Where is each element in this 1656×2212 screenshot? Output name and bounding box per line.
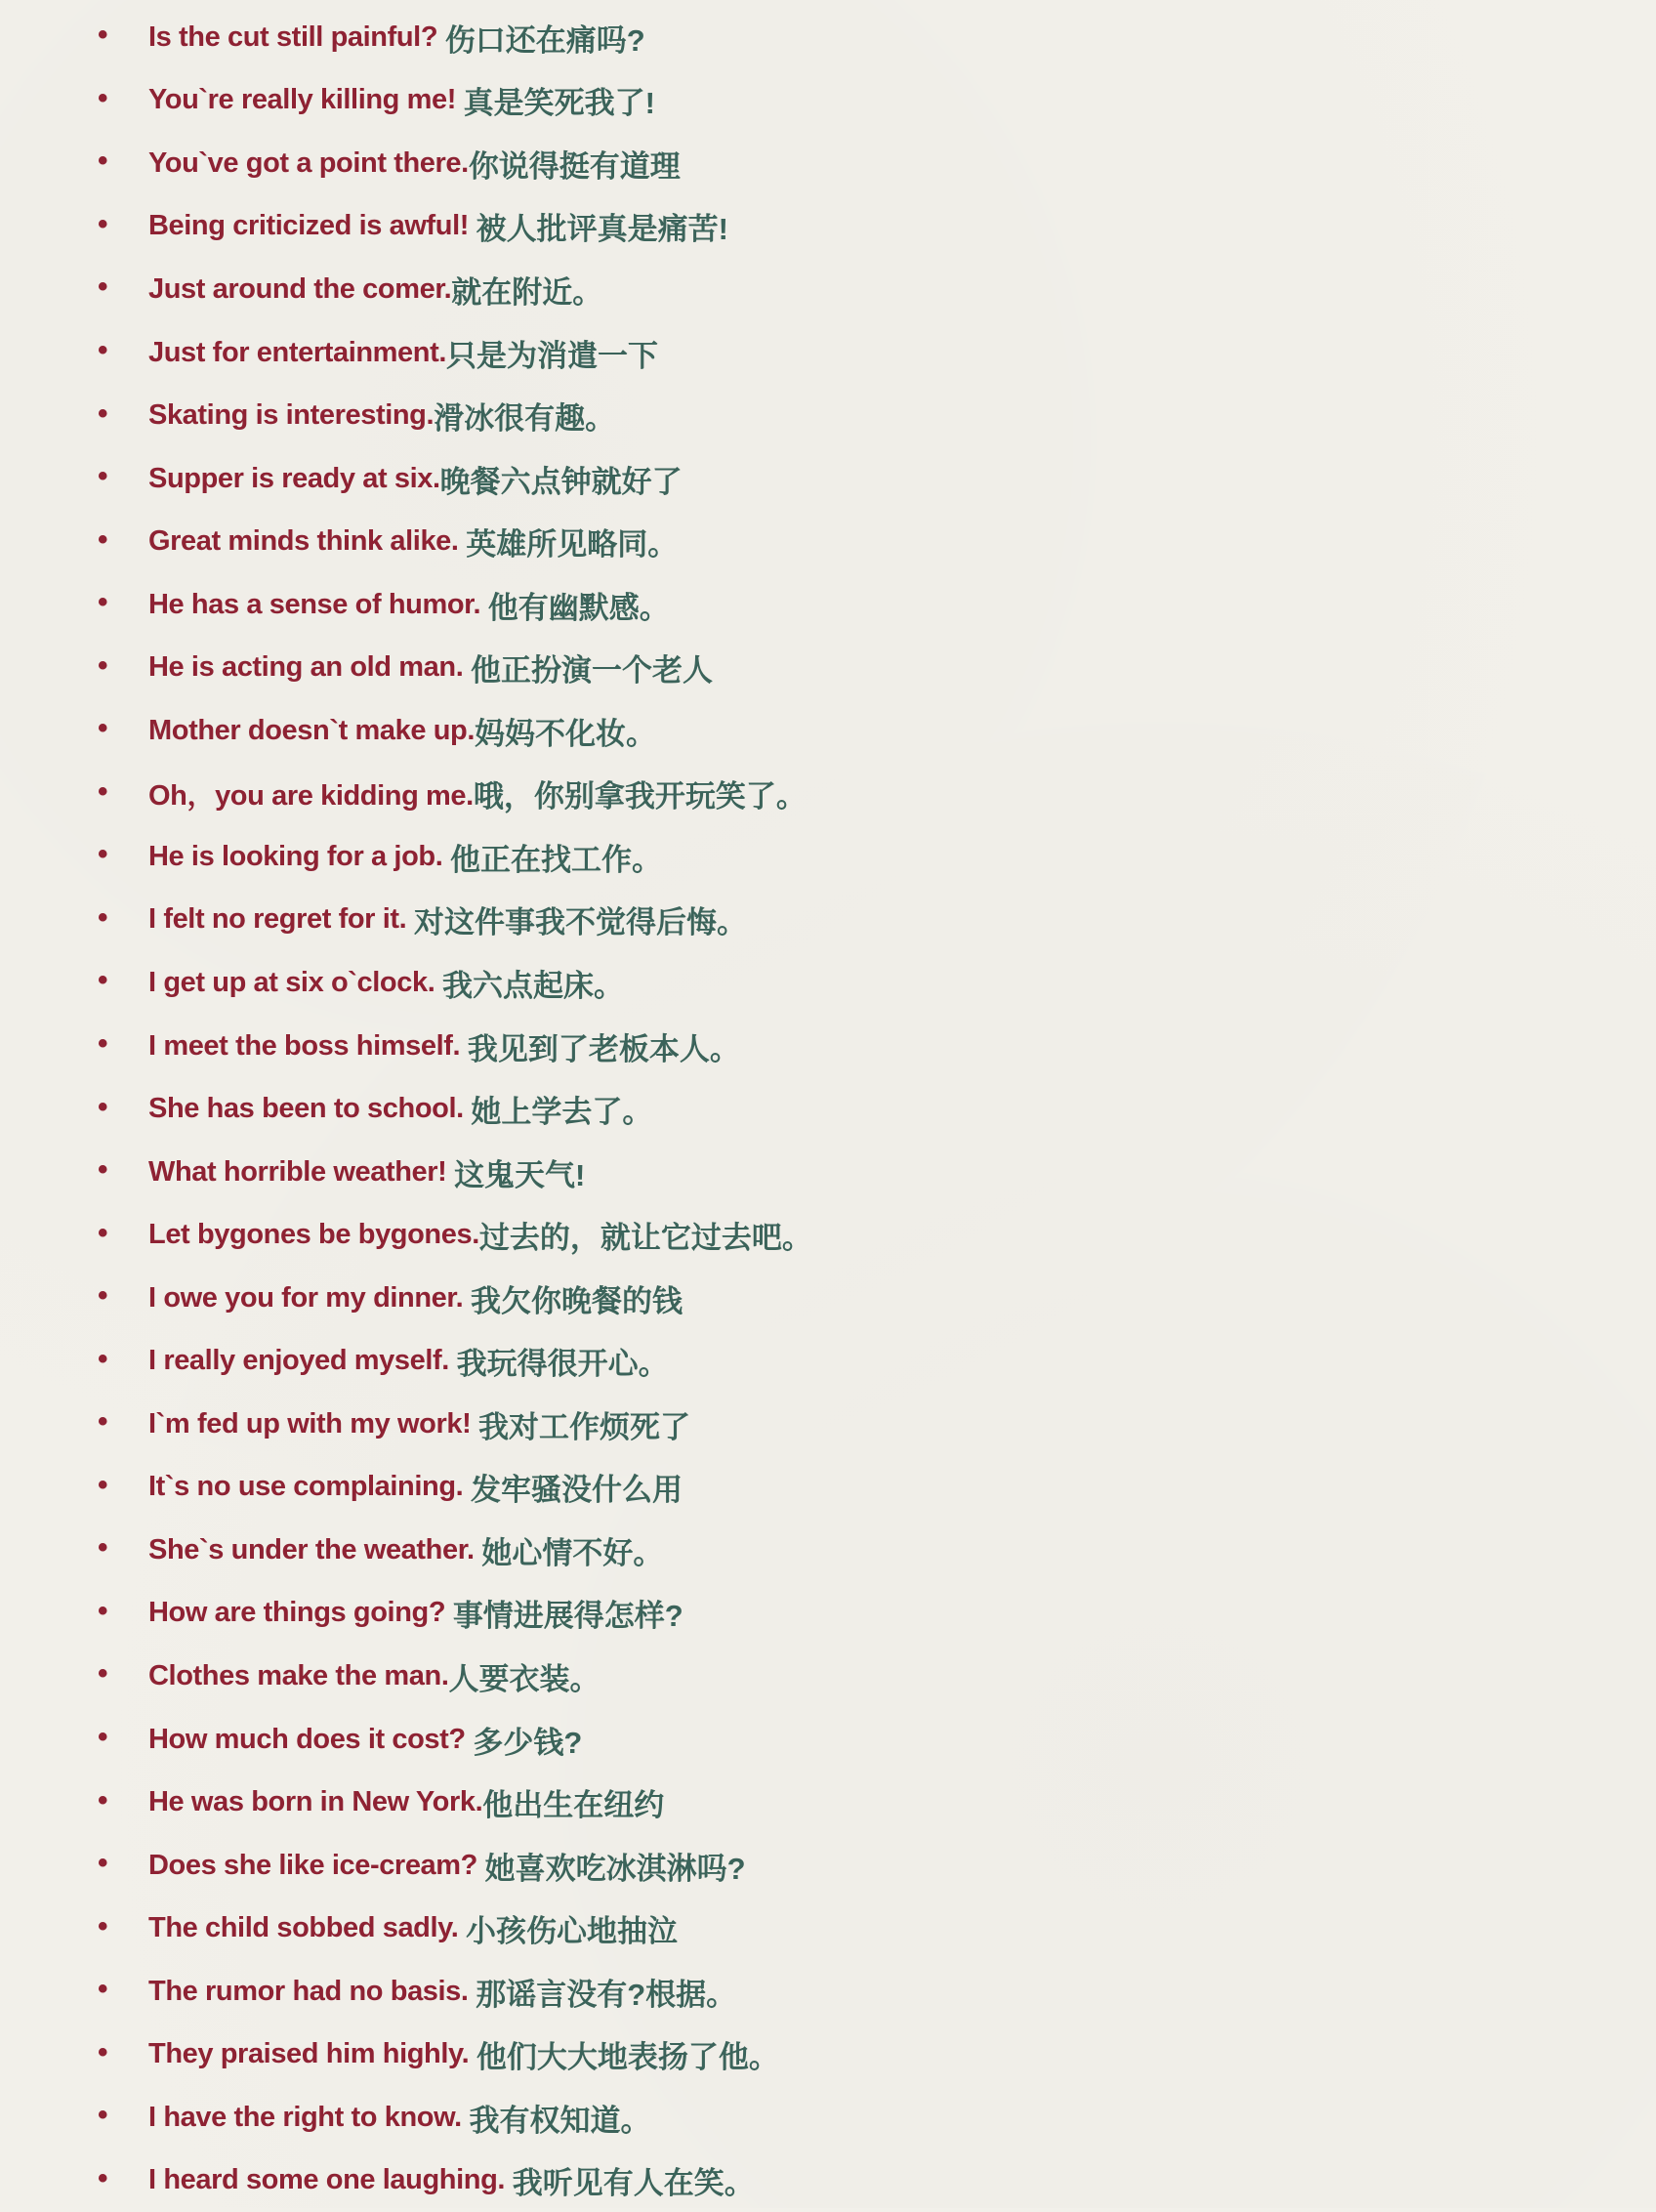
english-phrase: He is looking for a job. (148, 840, 451, 872)
chinese-translation: 那谣言没有?根据。 (476, 1977, 737, 2012)
list-item (98, 1393, 1636, 1456)
list-item (98, 763, 1636, 826)
chinese-translation: 人要衣装。 (448, 1661, 600, 1696)
chinese-translation: 她上学去了。 (471, 1095, 653, 1130)
english-phrase: You`ve got a point there. (148, 146, 469, 179)
english-phrase: You`re really killing me! (148, 84, 464, 116)
list-item (98, 1329, 1636, 1393)
english-phrase: Is the cut still painful? (148, 21, 445, 53)
bullet-icon: • (98, 334, 108, 366)
english-phrase: I really enjoyed myself. (148, 1345, 457, 1377)
english-phrase: They praised him highly. (148, 2038, 476, 2070)
chinese-translation: 伤口还在痛吗? (444, 22, 645, 58)
list-item (98, 1077, 1636, 1141)
chinese-translation: 英雄所见略同。 (466, 527, 679, 563)
bullet-icon: • (98, 1657, 108, 1690)
english-phrase: She has been to school. (148, 1093, 472, 1125)
bullet-icon: • (98, 1783, 108, 1816)
bullet-icon: • (98, 586, 108, 619)
chinese-translation: 多少钱? (473, 1725, 583, 1760)
list-item (98, 1519, 1636, 1582)
list-item (98, 1960, 1636, 2024)
phrase-list (0, 6, 1656, 2212)
list-item (98, 1456, 1636, 1520)
bullet-icon: • (98, 712, 108, 745)
chinese-translation: 只是为消遣一下 (446, 338, 659, 373)
english-phrase: How much does it cost? (148, 1723, 474, 1755)
list-item (98, 1141, 1636, 1204)
bullet-icon: • (98, 1027, 108, 1061)
list-item (98, 69, 1636, 133)
chinese-translation: 被人批评真是痛苦! (476, 212, 728, 247)
list-item (98, 2086, 1636, 2149)
bullet-icon: • (98, 522, 108, 556)
english-phrase: Clothes make the man. (148, 1659, 449, 1691)
list-item (98, 1645, 1636, 1708)
bullet-icon: • (98, 1909, 108, 1942)
english-phrase: He has a sense of humor. (148, 588, 488, 620)
english-phrase: What horrible weather! (148, 1155, 455, 1188)
bullet-icon: • (98, 838, 108, 871)
list-item (98, 510, 1636, 573)
list-item (98, 321, 1636, 385)
list-item (98, 1834, 1636, 1898)
bullet-icon: • (98, 81, 108, 114)
chinese-translation: 他正在找工作。 (450, 842, 663, 877)
bullet-icon: • (98, 2161, 108, 2194)
english-phrase: Supper is ready at six. (148, 462, 440, 494)
bullet-icon: • (98, 774, 108, 808)
list-item (98, 258, 1636, 321)
bullet-icon: • (98, 207, 108, 240)
english-phrase: He was born in New York. (148, 1786, 483, 1818)
english-phrase: The child sobbed sadly. (148, 1912, 467, 1944)
list-item (98, 1015, 1636, 1078)
list-item (98, 636, 1636, 699)
chinese-translation: 我欠你晚餐的钱 (471, 1283, 683, 1318)
list-item (98, 195, 1636, 259)
english-phrase: Mother doesn`t make up. (148, 714, 475, 746)
bullet-icon: • (98, 648, 108, 682)
bullet-icon: • (98, 1973, 108, 2006)
english-phrase: She`s under the weather. (148, 1533, 482, 1565)
bullet-icon: • (98, 1153, 108, 1187)
bullet-icon: • (98, 1721, 108, 1754)
chinese-translation: 我听见有人在笑。 (512, 2166, 755, 2201)
chinese-translation: 他出生在纽约 (482, 1788, 665, 1823)
chinese-translation: 她喜欢吃冰淇淋吗? (484, 1851, 746, 1886)
chinese-translation: 他们大大地表扬了他。 (476, 2040, 779, 2075)
bullet-icon: • (98, 460, 108, 493)
english-phrase: He is acting an old man. (148, 651, 472, 684)
chinese-translation: 就在附近。 (451, 274, 603, 310)
chinese-translation: 你说得挺有道理 (468, 148, 681, 184)
bullet-icon: • (98, 271, 108, 304)
bullet-icon: • (98, 1405, 108, 1439)
bullet-icon: • (98, 964, 108, 997)
list-item (98, 889, 1636, 952)
list-item (98, 1771, 1636, 1834)
english-phrase: Let bygones be bygones. (148, 1219, 479, 1251)
list-item (98, 825, 1636, 889)
chinese-translation: 妈妈不化妆。 (475, 716, 656, 751)
list-item (98, 132, 1636, 195)
english-phrase: Just for entertainment. (148, 336, 447, 368)
chinese-translation: 真是笑死我了! (463, 86, 655, 121)
bullet-icon: • (98, 1090, 108, 1123)
english-phrase: I meet the boss himself. (148, 1029, 468, 1062)
bullet-icon: • (98, 1279, 108, 1313)
chinese-translation: 他有幽默感。 (487, 590, 670, 625)
bullet-icon: • (98, 19, 108, 52)
list-item (98, 2024, 1636, 2087)
english-phrase: I heard some one laughing. (148, 2164, 513, 2196)
english-phrase: I felt no regret for it. (148, 903, 414, 936)
list-item (98, 6, 1636, 69)
bullet-icon: • (98, 1216, 108, 1249)
english-phrase: The rumor had no basis. (148, 1975, 476, 2007)
list-item (98, 573, 1636, 637)
english-phrase: I have the right to know. (148, 2101, 470, 2133)
english-phrase: I`m fed up with my work! (148, 1407, 479, 1440)
chinese-translation: 事情进展得怎样? (452, 1599, 683, 1634)
chinese-translation: 滑冰很有趣。 (434, 401, 616, 437)
chinese-translation: 她心情不好。 (481, 1535, 664, 1570)
chinese-translation: 这鬼天气! (454, 1157, 586, 1192)
bullet-icon: • (98, 900, 108, 934)
english-phrase: It`s no use complaining. (148, 1471, 471, 1503)
chinese-translation: 我有权知道。 (469, 2103, 651, 2138)
english-phrase: Oh，you are kidding me. (148, 780, 474, 813)
bullet-icon: • (98, 1847, 108, 1880)
english-phrase: I get up at six o`clock. (148, 966, 443, 998)
bullet-icon: • (98, 2099, 108, 2132)
chinese-translation: 发牢骚没什么用 (470, 1473, 683, 1508)
chinese-translation: 他正扮演一个老人 (471, 653, 714, 689)
english-phrase: Great minds think alike. (148, 525, 467, 558)
list-item (98, 2149, 1636, 2212)
english-phrase: I owe you for my dinner. (148, 1281, 471, 1314)
chinese-translation: 晚餐六点钟就好了 (439, 464, 683, 499)
bullet-icon: • (98, 145, 108, 178)
list-item (98, 951, 1636, 1015)
chinese-translation: 小孩伤心地抽泣 (466, 1914, 679, 1949)
list-item (98, 1708, 1636, 1772)
bullet-icon: • (98, 1342, 108, 1375)
chinese-translation: 我见到了老板本人。 (467, 1031, 740, 1066)
chinese-translation: 对这件事我不觉得后悔。 (413, 905, 747, 940)
list-item (98, 1203, 1636, 1267)
chinese-translation: 过去的，就让它过去吧。 (478, 1221, 812, 1256)
list-item (98, 1582, 1636, 1646)
list-item (98, 447, 1636, 511)
list-item (98, 1267, 1636, 1330)
chinese-translation: 哦，你别拿我开玩笑了。 (473, 779, 807, 814)
bullet-icon: • (98, 396, 108, 430)
english-phrase: Just around the comer. (148, 272, 452, 305)
english-phrase: How are things going? (148, 1597, 453, 1629)
english-phrase: Does she like ice-cream? (148, 1849, 485, 1881)
chinese-translation: 我玩得很开心。 (456, 1347, 669, 1382)
bullet-icon: • (98, 1468, 108, 1501)
list-item (98, 384, 1636, 447)
english-phrase: Being criticized is awful! (148, 210, 476, 242)
bullet-icon: • (98, 2035, 108, 2068)
english-phrase: Skating is interesting. (148, 399, 435, 432)
bullet-icon: • (98, 1594, 108, 1627)
chinese-translation: 我六点起床。 (442, 968, 625, 1003)
bullet-icon: • (98, 1531, 108, 1565)
chinese-translation: 我对工作烦死了 (478, 1409, 691, 1444)
list-item (98, 1897, 1636, 1960)
list-item (98, 699, 1636, 763)
